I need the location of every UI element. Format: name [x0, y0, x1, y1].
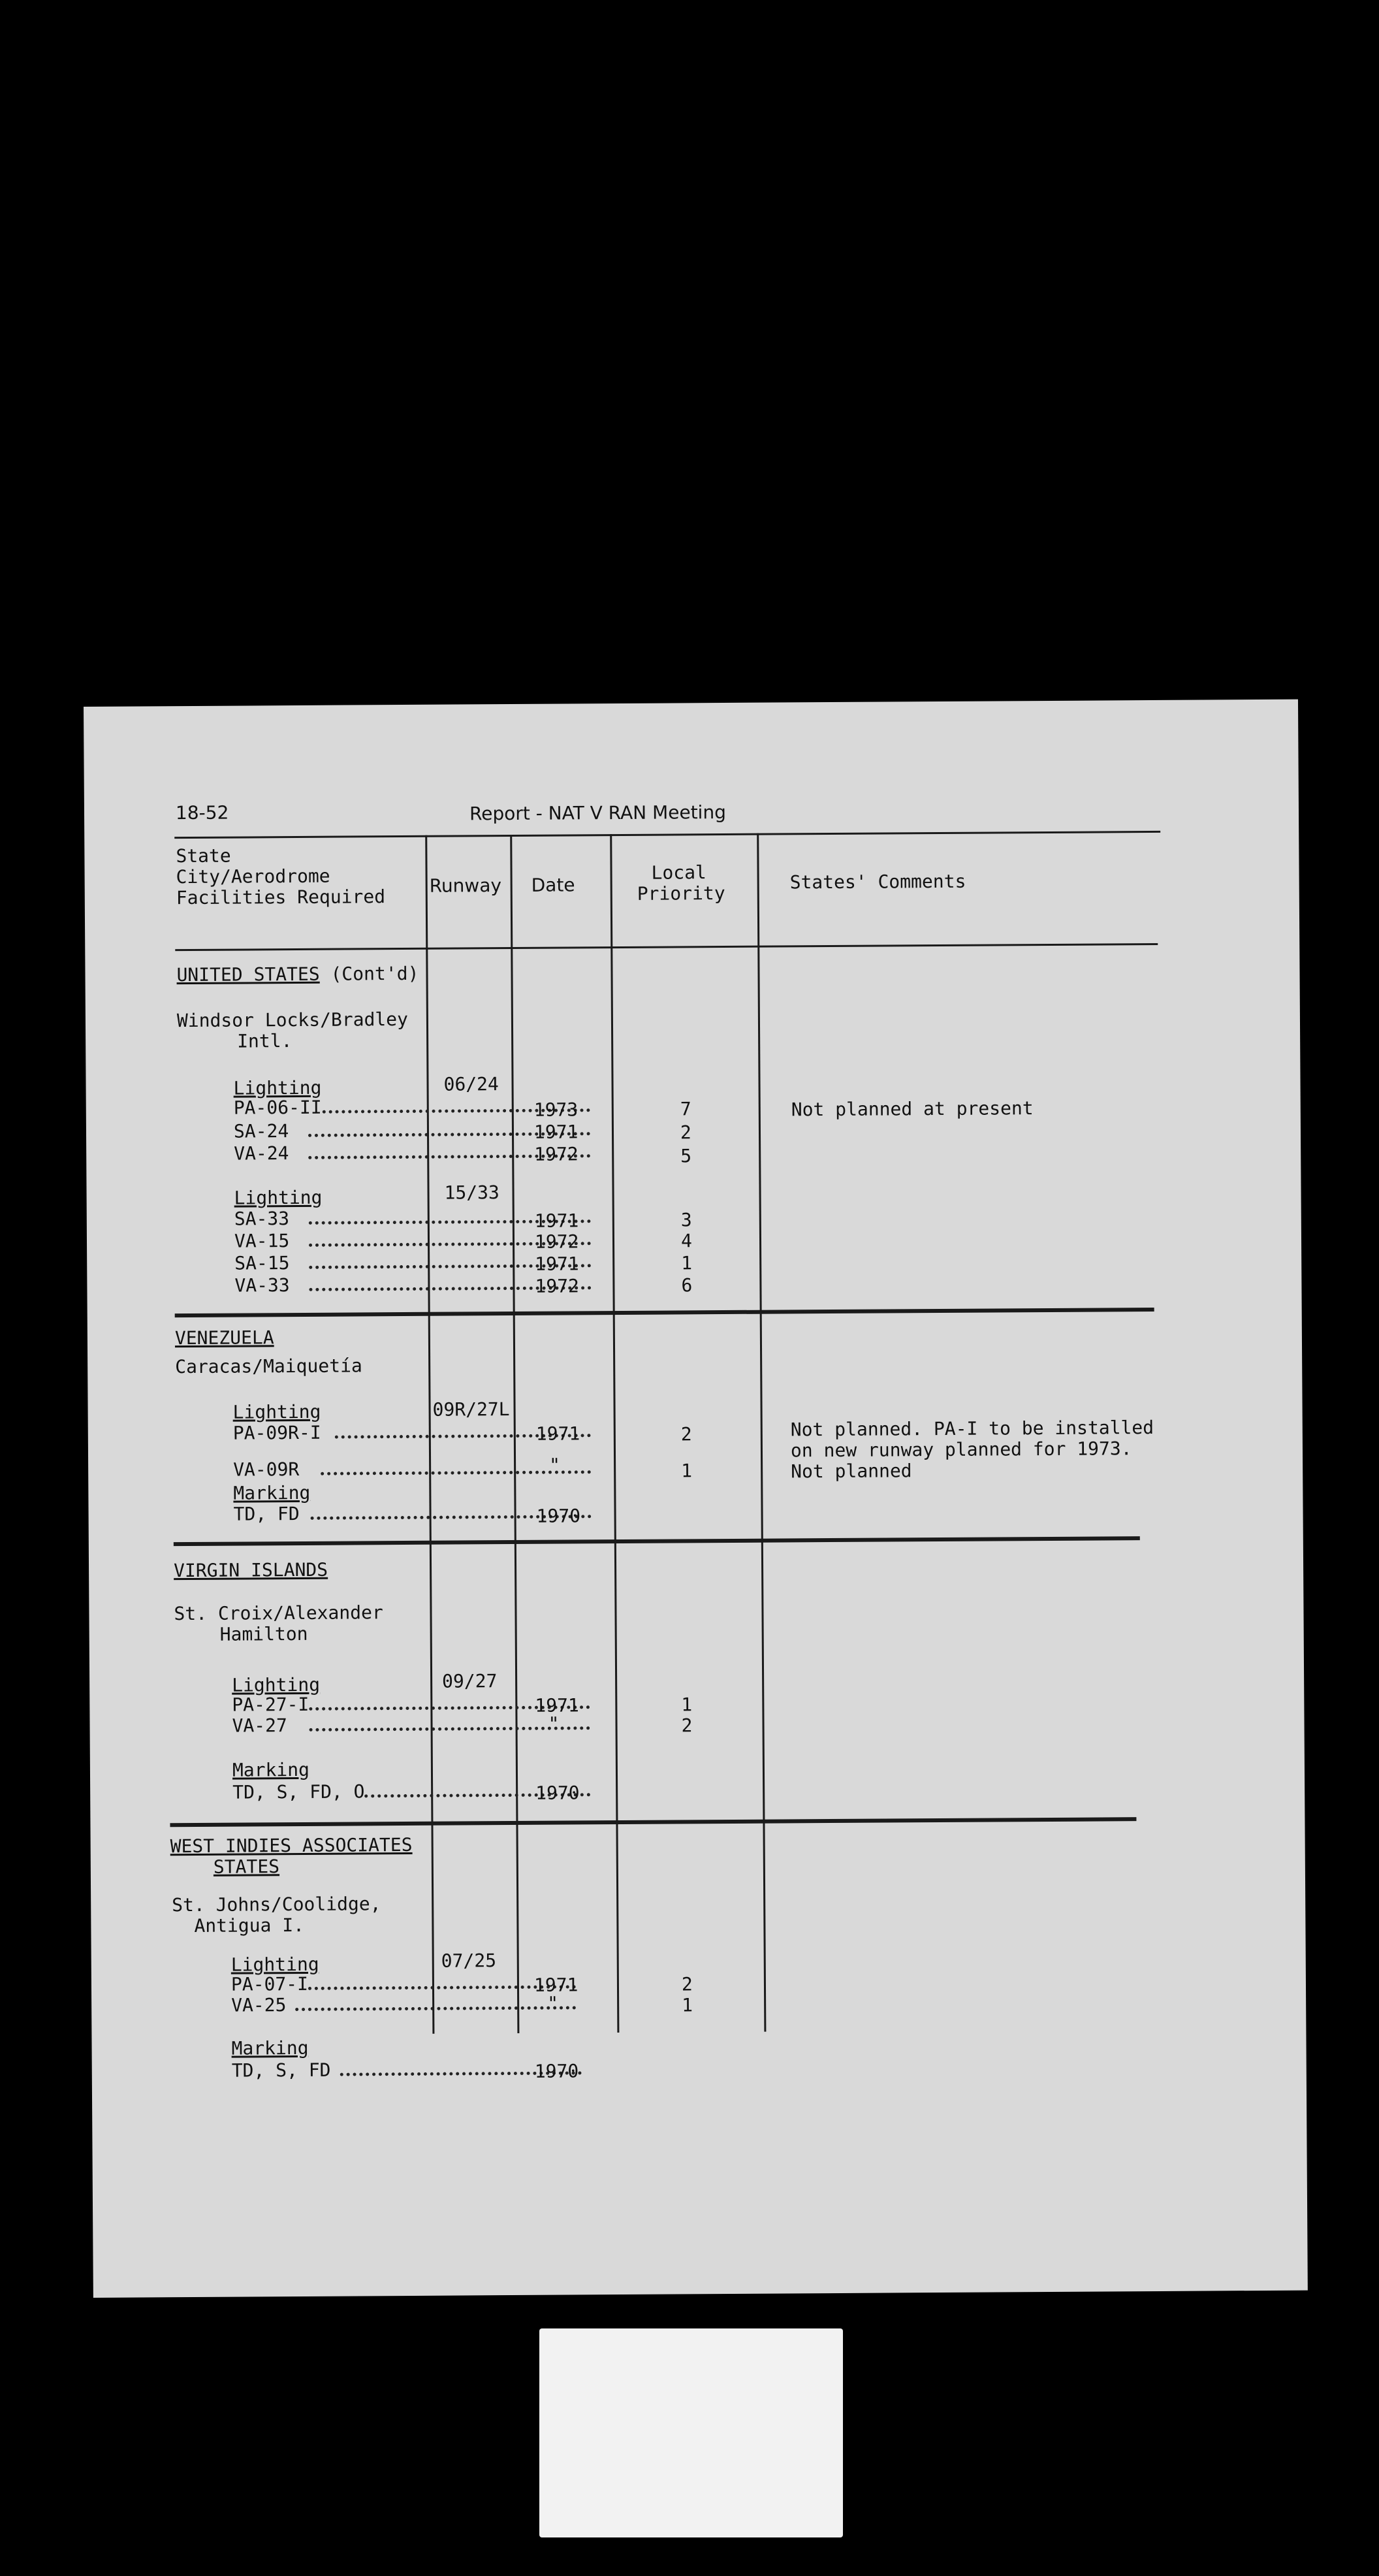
section-state-venezuela: VENEZUELA — [174, 1327, 274, 1349]
section-rule — [175, 1308, 1154, 1317]
date-value: 1971 — [533, 1121, 579, 1143]
priority-value: 2 — [680, 1121, 691, 1144]
priority-value: 1 — [681, 1460, 693, 1482]
priority-value: 5 — [680, 1145, 692, 1167]
column-divider-comments — [757, 833, 766, 2032]
priority-value: 3 — [680, 1209, 692, 1231]
priority-value: 1 — [681, 1252, 693, 1274]
col-header-priority-1: Local — [651, 861, 706, 884]
column-header-rule — [175, 943, 1158, 951]
marking-item: TD, FD — [233, 1503, 300, 1525]
report-title: Report - NAT V RAN Meeting — [469, 801, 727, 825]
blank-target-card — [539, 2328, 843, 2537]
priority-value: 1 — [681, 1694, 693, 1716]
date-value: 1971 — [535, 1253, 579, 1275]
section-state-west-indies-cont: STATES — [213, 1856, 280, 1878]
facility-item: VA-24 — [234, 1142, 289, 1165]
date-value: 1970 — [535, 1782, 580, 1804]
col-header-comments: States' Comments — [789, 870, 966, 894]
city-name: Windsor Locks/Bradley — [176, 1008, 409, 1032]
priority-value: 4 — [680, 1230, 692, 1252]
facility-item: VA-15 — [234, 1230, 290, 1252]
facility-item: VA-33 — [234, 1274, 290, 1296]
col-header-state: State — [176, 845, 231, 867]
date-value: 1970 — [534, 2060, 579, 2082]
date-value: 1971 — [534, 1210, 579, 1232]
marking-label: Marking — [232, 1758, 310, 1781]
runway-value: 09/27 — [442, 1670, 498, 1692]
date-value: " — [548, 1713, 560, 1735]
facility-item: PA-07-I — [230, 1972, 309, 1995]
priority-value: 2 — [681, 1973, 693, 1995]
comment-text: Not planned at present — [791, 1097, 1034, 1121]
comment-text: Not planned. PA-I to be installed — [790, 1417, 1154, 1441]
runway-value: 06/24 — [443, 1073, 499, 1095]
marking-label: Marking — [233, 1481, 311, 1504]
priority-value: 6 — [681, 1274, 693, 1296]
priority-value: 7 — [680, 1098, 691, 1120]
facility-item: PA-09R-I — [232, 1421, 321, 1444]
date-value: 1970 — [536, 1505, 581, 1527]
section-state-west-indies: WEST INDIES ASSOCIATES — [170, 1833, 413, 1858]
section-rule — [170, 1817, 1136, 1827]
facility-item: VA-25 — [231, 1994, 287, 2016]
city-name: St. Croix/Alexander — [174, 1602, 383, 1625]
section-state-virgin-islands: VIRGIN ISLANDS — [173, 1558, 328, 1582]
date-value: 1972 — [534, 1231, 579, 1253]
city-name-cont: Intl. — [237, 1030, 293, 1052]
document-page — [84, 700, 1308, 2298]
city-name: Caracas/Maiquetía — [175, 1355, 362, 1378]
priority-value: 2 — [681, 1715, 693, 1737]
date-value: 1971 — [535, 1423, 580, 1445]
priority-value: 1 — [682, 1994, 693, 2016]
city-name: St. Johns/Coolidge, — [172, 1893, 381, 1916]
col-header-city: City/Aerodrome — [176, 865, 330, 888]
date-value: 1971 — [533, 1974, 579, 1996]
col-header-date: Date — [531, 874, 575, 896]
facility-item: VA-27 — [232, 1715, 287, 1737]
date-value: " — [549, 1454, 561, 1476]
runway-value: 09R/27L — [432, 1398, 510, 1421]
comment-text: Not planned — [791, 1460, 912, 1483]
marking-item: TD, S, FD — [231, 2059, 331, 2082]
col-header-facilities: Facilities Required — [176, 886, 386, 909]
date-value: " — [547, 1992, 559, 2014]
lighting-label: Lighting — [233, 1076, 322, 1099]
runway-value: 15/33 — [444, 1182, 499, 1204]
column-divider-priority — [610, 834, 619, 2033]
runway-value: 07/25 — [441, 1950, 497, 1972]
facility-item: PA-27-I — [232, 1693, 309, 1716]
date-value: 1972 — [535, 1275, 579, 1297]
lighting-label: Lighting — [234, 1186, 323, 1209]
col-header-priority-2: Priority — [637, 882, 725, 905]
comment-text: on new runway planned for 1973. — [790, 1438, 1132, 1462]
lighting-label: Lighting — [232, 1400, 321, 1423]
date-value: 1971 — [535, 1694, 579, 1716]
date-value: 1973 — [533, 1099, 579, 1121]
lighting-label: Lighting — [230, 1953, 319, 1976]
marking-item: TD, S, FD, O — [232, 1780, 365, 1803]
col-header-runway: Runway — [429, 875, 502, 897]
facility-item: PA-06-II — [233, 1096, 322, 1119]
priority-value: 2 — [680, 1423, 692, 1445]
facility-item: SA-15 — [234, 1252, 290, 1274]
state-name: UNITED STATES — [176, 963, 320, 986]
contd-label: (Cont'd) — [330, 962, 419, 985]
section-rule — [174, 1536, 1140, 1546]
lighting-label: Lighting — [232, 1673, 321, 1696]
marking-label: Marking — [231, 2037, 309, 2059]
leader-dots — [295, 2006, 576, 2011]
facility-item: SA-24 — [233, 1120, 289, 1142]
section-state-us — [176, 963, 419, 986]
city-name-cont: Hamilton — [219, 1622, 308, 1645]
facility-item: SA-33 — [234, 1208, 290, 1230]
page-number: 18-52 — [175, 801, 229, 824]
facility-item: VA-09R — [233, 1458, 300, 1481]
header-rule — [174, 831, 1160, 839]
date-value: 1972 — [534, 1143, 579, 1165]
city-name-cont: Antigua I. — [194, 1914, 305, 1937]
